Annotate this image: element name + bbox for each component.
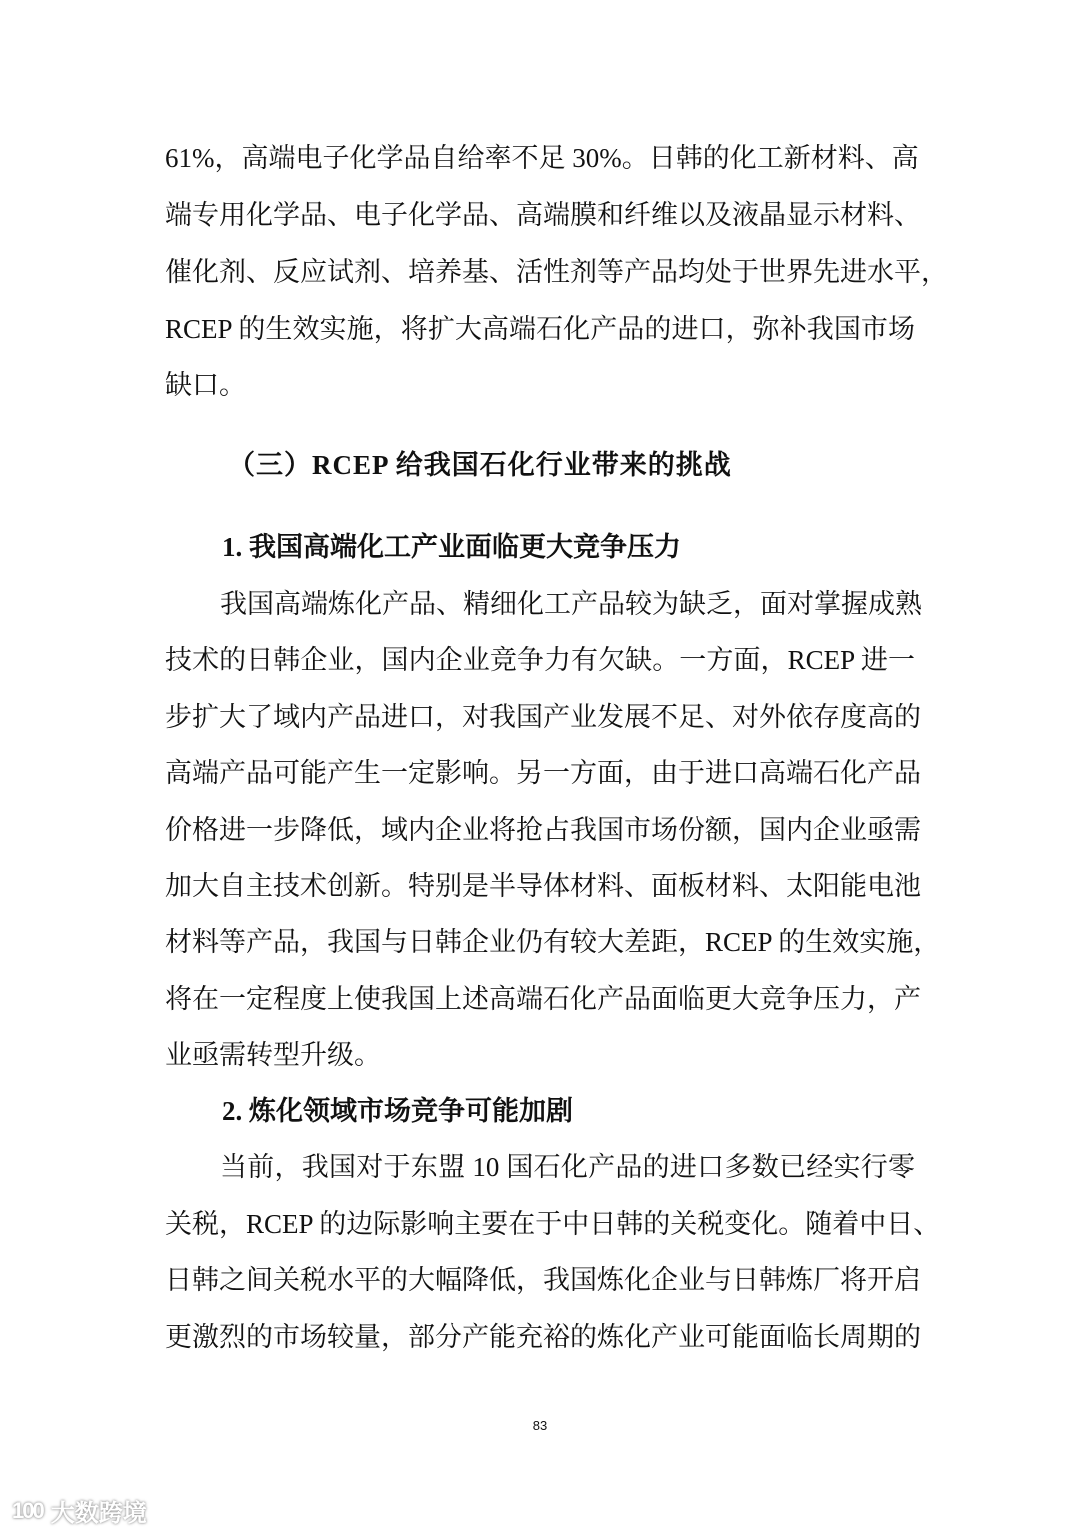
- watermark-text: 大数跨境: [50, 1500, 147, 1527]
- text-line: 将在一定程度上使我国上述高端石化产品面临更大竞争压力，产: [165, 984, 921, 1014]
- text-line: 更激烈的市场较量，部分产能充裕的炼化产业可能面临长周期的: [165, 1322, 921, 1352]
- text-line: 我国高端炼化产品、精细化工产品较为缺乏，面对掌握成熟: [220, 589, 922, 619]
- text-line: 价格进一步降低，域内企业将抢占我国市场份额，国内企业亟需: [165, 815, 921, 845]
- text-line: 技术的日韩企业，国内企业竞争力有欠缺。一方面，RCEP 进一: [165, 645, 915, 675]
- text-line: 关税，RCEP 的边际影响主要在于中日韩的关税变化。随着中日、: [165, 1209, 941, 1239]
- text-line: 日韩之间关税水平的大幅降低，我国炼化企业与日韩炼厂将开启: [165, 1265, 921, 1295]
- text-line: 高端产品可能产生一定影响。另一方面，由于进口高端石化产品: [165, 758, 921, 788]
- text-line: 端专用化学品、电子化学品、高端膜和纤维以及液晶显示材料、: [165, 200, 921, 230]
- watermark: [12, 1493, 147, 1528]
- section-heading: （三）RCEP 给我国石化行业带来的挑战: [228, 450, 732, 480]
- text-line: RCEP 的生效实施，将扩大高端石化产品的进口，弥补我国市场: [165, 314, 915, 344]
- text-line: 业亟需转型升级。: [165, 1040, 381, 1070]
- text-line: 加大自主技术创新。特别是半导体材料、面板材料、太阳能电池: [165, 871, 921, 901]
- watermark-logo-icon: 100: [12, 1497, 43, 1523]
- page-number: 83: [532, 1418, 548, 1433]
- text-line: 催化剂、反应试剂、培养基、活性剂等产品均处于世界先进水平，: [165, 257, 948, 287]
- subsection-heading-1: 1. 我国高端化工产业面临更大竞争压力: [222, 532, 681, 562]
- text-line: 当前，我国对于东盟 10 国石化产品的进口多数已经实行零: [220, 1152, 915, 1182]
- text-line: 缺口。: [165, 370, 246, 400]
- text-line: 步扩大了域内产品进口，对我国产业发展不足、对外依存度高的: [165, 702, 921, 732]
- text-line: 61%，高端电子化学品自给率不足 30%。日韩的化工新材料、高: [165, 143, 919, 173]
- text-line: 材料等产品，我国与日韩企业仍有较大差距，RCEP 的生效实施，: [165, 927, 941, 957]
- subsection-heading-2: 2. 炼化领域市场竞争可能加剧: [222, 1096, 573, 1126]
